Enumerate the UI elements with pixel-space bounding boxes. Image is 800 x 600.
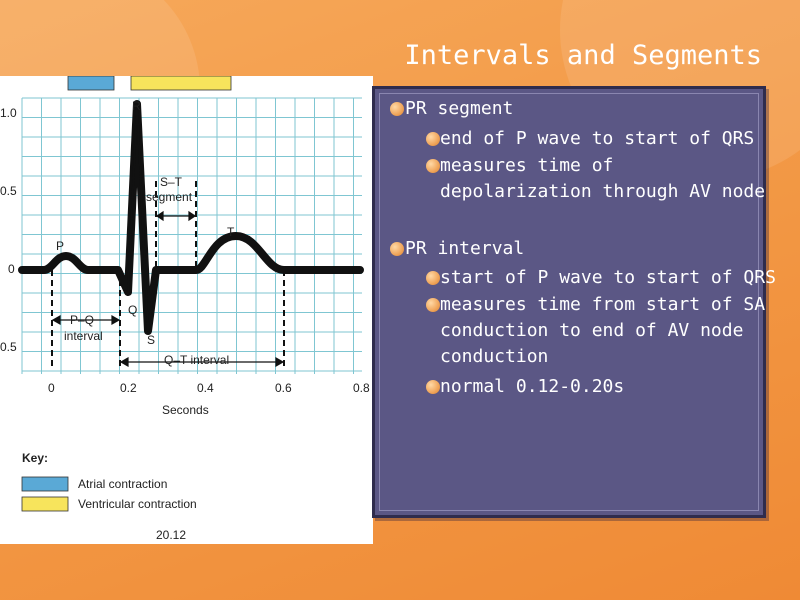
st-segment-label: S–T <box>160 175 183 189</box>
section-heading: PR interval <box>405 238 525 259</box>
bullet-icon <box>390 102 404 116</box>
key-atrial-label: Atrial contraction <box>78 477 168 491</box>
bullet-icon <box>390 242 404 256</box>
y-tick: 1.0 <box>0 106 17 120</box>
bullet-item <box>440 126 754 152</box>
wave-label-p: P <box>56 239 65 253</box>
slide-title: Intervals and Segments <box>404 40 762 71</box>
bullet-icon <box>426 380 440 394</box>
x-axis-label: Seconds <box>162 403 209 417</box>
y-tick: 0.5 <box>0 340 17 354</box>
y-tick: 0 <box>8 262 15 276</box>
wave-label-r: R <box>132 99 141 113</box>
x-tick: 0.6 <box>275 381 292 395</box>
bullet-line: conduction <box>440 346 549 367</box>
section-heading: PR segment <box>405 98 514 119</box>
bullet-line: depolarization through AV node <box>440 181 766 202</box>
x-tick: 0.2 <box>120 381 137 395</box>
x-tick: 0.8 <box>353 381 370 395</box>
ecg-figure <box>0 76 373 544</box>
bullet-line: conduction to end of AV node <box>440 320 744 341</box>
bullet-line: end of P wave to start of QRS <box>440 128 755 149</box>
x-tick: 0.4 <box>197 381 214 395</box>
bullet-item <box>440 153 765 205</box>
st-segment-label: segment <box>146 190 193 204</box>
ventricular-bar <box>131 76 231 90</box>
bullet-item <box>440 265 776 291</box>
wave-label-s: S <box>147 333 156 347</box>
x-tick: 0 <box>48 381 55 395</box>
bullet-line: normal 0.12-0.20s <box>440 376 625 397</box>
key-ventricular-swatch <box>22 497 68 511</box>
wave-label-t: T <box>227 225 235 239</box>
atrial-bar <box>68 76 114 90</box>
y-tick: 0.5 <box>0 184 17 198</box>
key-ventricular-label: Ventricular contraction <box>78 497 197 511</box>
ecg-diagram <box>0 76 373 544</box>
bullet-icon <box>426 159 440 173</box>
key-atrial-swatch <box>22 477 68 491</box>
qt-interval-label: Q–T interval <box>164 353 230 367</box>
bullet-icon <box>426 132 440 146</box>
bullet-line: measures time from start of SA <box>440 294 766 315</box>
pq-interval-label: P–Q <box>70 313 95 327</box>
figure-number: 20.12 <box>156 528 187 542</box>
bullet-item <box>440 374 624 400</box>
bullet-icon <box>426 298 440 312</box>
bullet-line: start of P wave to start of QRS <box>440 267 776 288</box>
key-title: Key: <box>22 451 49 465</box>
wave-label-q: Q <box>128 303 138 317</box>
pq-interval-label: interval <box>64 329 103 343</box>
bullet-icon <box>426 271 440 285</box>
bullet-line: measures time of <box>440 155 614 176</box>
bullet-item <box>440 292 765 370</box>
